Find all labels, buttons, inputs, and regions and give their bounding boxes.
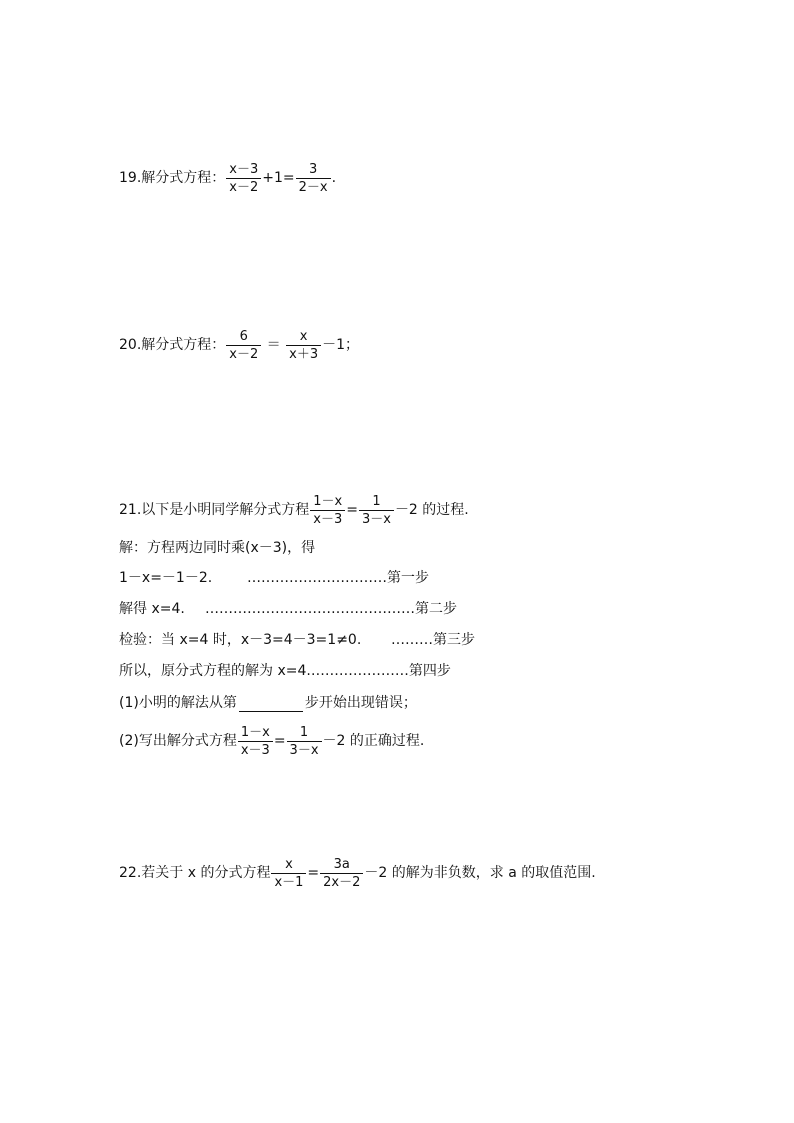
q22-f1-denominator: x－1 <box>271 873 306 891</box>
q21-fraction-1 <box>310 493 345 528</box>
q20-prefix: 20.解分式方程： <box>119 337 226 353</box>
q21-prefix: 21.以下是小明同学解分式方程 <box>119 502 310 518</box>
q21-step-4 <box>119 659 451 683</box>
q21-step3-text: 检验：当 x=4 时，x－3=4－3=1≠0. <box>119 632 362 648</box>
q21-step1-text: 1－x=－1－2. <box>119 570 213 586</box>
q19-mid: +1= <box>262 170 295 186</box>
q22-eq: = <box>307 865 320 881</box>
q19-fraction-2 <box>296 161 331 196</box>
q21-part2-eq: = <box>273 733 286 749</box>
q20-mid: ＝ <box>262 337 286 353</box>
q21-answer-blank[interactable] <box>239 695 303 712</box>
q21-step1-label: 第一步 <box>387 570 429 586</box>
q19-fraction-1 <box>226 161 261 196</box>
q20-fraction-1 <box>226 328 261 363</box>
q21-part-2 <box>119 724 425 758</box>
q21-step1-dots: ………………………… <box>247 570 387 586</box>
q21-part2-f1-numerator: 1－x <box>240 724 270 740</box>
q21-f1-denominator: x－3 <box>310 510 345 528</box>
q21-part2-f2-numerator: 1 <box>299 724 309 740</box>
q21-f1-numerator: 1－x <box>313 493 343 509</box>
q19-f1-numerator: x－3 <box>229 161 259 177</box>
q21-part2-f1-denominator: x－3 <box>238 741 273 759</box>
q21-end: －2 的过程. <box>394 502 469 518</box>
q22-f2-numerator: 3a <box>333 856 350 872</box>
q21-part2-fraction-2 <box>287 724 322 759</box>
q20-f1-denominator: x－2 <box>226 345 261 363</box>
q19-prefix: 19.解分式方程： <box>119 170 226 186</box>
q21-part-1 <box>119 691 417 715</box>
q21-eq: = <box>346 502 358 518</box>
q21-part2-fraction-1 <box>238 724 273 759</box>
q19-f1-denominator: x－2 <box>226 178 261 196</box>
q21-part1-before: (1)小明的解法从第 <box>119 695 237 711</box>
q21-step-1 <box>119 566 429 590</box>
q19-f2-numerator: 3 <box>308 161 318 177</box>
q22-f1-numerator: x <box>285 856 293 872</box>
q20-f2-numerator: x <box>299 328 308 344</box>
question-20 <box>119 328 360 362</box>
q20-end: －1； <box>322 337 360 353</box>
q21-step4-dots: ………………… <box>310 663 409 679</box>
q21-step3-dots: ……… <box>391 632 433 648</box>
q21-part2-prefix: (2)写出解分式方程 <box>119 733 237 749</box>
q20-fraction-2 <box>286 328 321 363</box>
question-19 <box>119 161 337 195</box>
q22-fraction-1 <box>271 856 306 891</box>
q19-end: . <box>331 170 337 186</box>
q22-prefix: 22.若关于 x 的分式方程 <box>119 865 271 881</box>
q20-f2-denominator: x＋3 <box>286 345 321 363</box>
q21-part2-end: －2 的正确过程. <box>322 733 425 749</box>
q21-step4-label: 第四步 <box>408 663 451 679</box>
q21-step2-label: 第二步 <box>415 601 457 617</box>
q21-solution-intro <box>119 536 315 560</box>
q21-step2-dots: ……………………………………… <box>205 601 415 617</box>
q21-step-3 <box>119 628 475 652</box>
q20-f1-numerator: 6 <box>239 328 248 344</box>
q21-solution-intro-text: 解：方程两边同时乘(x－3)，得 <box>119 540 316 556</box>
q19-f2-denominator: 2－x <box>296 178 331 196</box>
question-22 <box>119 856 596 890</box>
q22-f2-denominator: 2x－2 <box>320 873 363 891</box>
q22-fraction-2 <box>320 856 363 891</box>
q22-end: －2 的解为非负数，求 a 的取值范围. <box>364 865 596 881</box>
q21-f2-numerator: 1 <box>372 493 381 509</box>
question-21 <box>119 493 469 527</box>
q21-f2-denominator: 3－x <box>359 510 394 528</box>
q21-fraction-2 <box>359 493 394 528</box>
q21-step-2 <box>119 597 457 621</box>
q21-step4-text: 所以，原分式方程的解为 x=4. <box>119 663 311 679</box>
q21-part1-after: 步开始出现错误； <box>304 695 417 711</box>
q21-step3-label: 第三步 <box>433 632 475 648</box>
q21-part2-f2-denominator: 3－x <box>287 741 322 759</box>
q21-step2-text: 解得 x=4. <box>119 601 185 617</box>
